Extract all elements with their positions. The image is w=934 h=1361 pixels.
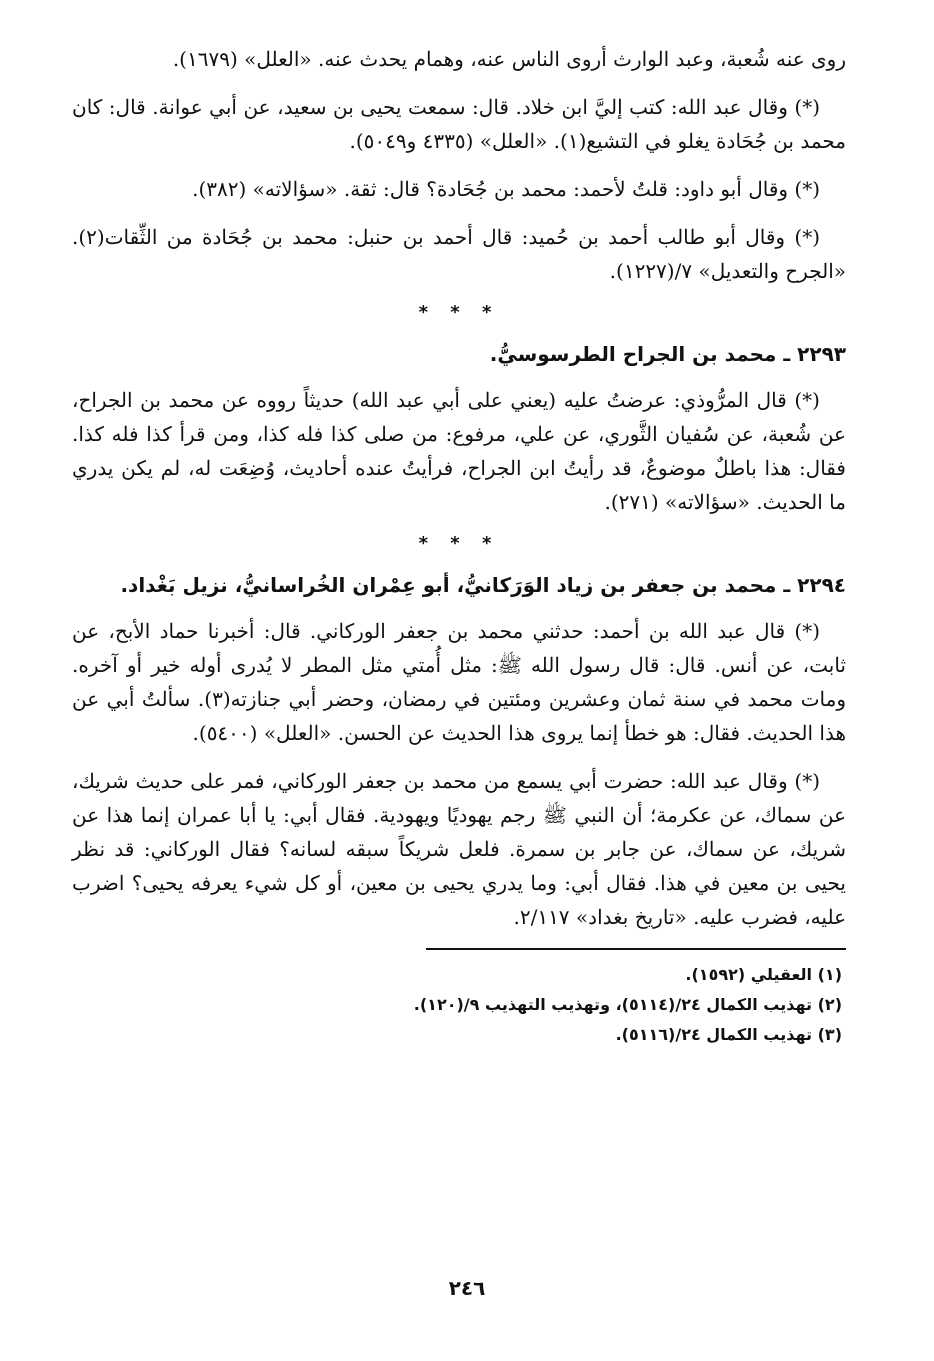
page-number: ٢٤٦ <box>448 1276 486 1300</box>
entry-text-2294-a: (*) قال عبد الله بن أحمد: حدثني محمد بن جعفر الوركاني. قال: أخبرنا حماد الأبح، عن ثابت، عن أنس. قال: قال رسول الله ﷺ: مثل أُمتي مثل المطر لا يُدرى أوله خير أو آخره. ومات محمد في سنة ثمان وعشرين ومئتين في رمضان، وحضر أبي جنازته(٣). سألتُ أبي عن هذا الحديث. فقال: هو خطأ إنما يروى هذا الحديث عن الحسن. «العلل» (٥٤٠٠). <box>72 619 846 745</box>
entry-title-2294: ٢٢٩٤ ـ محمد بن جعفر بن زياد الوَرَكانيُّ، أبو عِمْران الخُراسانيُّ، نزيل بَغْداد. <box>120 573 846 597</box>
paragraph-abu-talib: (*) وقال أبو طالب أحمد بن حُميد: قال أحمد بن حنبل: محمد بن جُحَادة من الثِّقات(٢). «الجرح والتعديل» ٧/(١٢٢٧). <box>72 225 846 283</box>
section-separator: * * * <box>418 302 500 323</box>
entry-title-2293: ٢٢٩٣ ـ محمد بن الجراح الطرسوسيُّ. <box>489 342 846 366</box>
paragraph-abu-dawud: (*) وقال أبو داود: قلتُ لأحمد: محمد بن جُحَادة؟ قال: ثقة. «سؤالاته» (٣٨٢). <box>192 177 820 201</box>
section-separator: * * * <box>418 533 500 554</box>
paragraph-ibn-khallad: (*) وقال عبد الله: كتب إليَّ ابن خلاد. قال: سمعت يحيى بن سعيد، عن أبي عوانة. قال: كان محمد بن جُحَادة يغلو في التشيع(١). «العلل» (٤٣٣٥ و٥٠٤٩). <box>72 95 846 153</box>
footnotes <box>72 960 846 1050</box>
footnote-2: (٢) تهذيب الكمال ٢٤/(٥١١٤)، وتهذيب التهذيب ٩/(١٢٠). <box>413 995 842 1014</box>
footnote-divider <box>426 948 846 950</box>
footnote-1: (١) العقيلي (١٥٩٢). <box>685 965 842 984</box>
paragraph-continuation: روى عنه شُعبة، وعبد الوارث أروى الناس عنه، وهمام يحدث عنه. «العلل» (١٦٧٩). <box>172 47 846 71</box>
entry-text-2293: (*) قال المرُّوذي: عرضتُ عليه (يعني على أبي عبد الله) حديثاً رووه عن محمد بن الجراح، عن شُعبة، عن سُفيان الثَّوري، عن علي، مرفوع: من صلى كذا فله كذا، ومن قرأ كذا فله كذا. فقال: هذا باطلٌ موضوعٌ، قد رأيتُ ابن الجراح، فرأيتُ عنده أحاديث، وُضِعَت له، لم يكن يدري ما الحديث. «سؤالاته» (٢٧١). <box>72 388 846 514</box>
entry-text-2294-b: (*) وقال عبد الله: حضرت أبي يسمع من محمد بن جعفر الوركاني، فمر على حديث شريك، عن سماك، عن عكرمة؛ أن النبي ﷺ رجم يهوديًا ويهودية. فقال أبي: يا أبا عمران إنما هذا عن شريك، عن سماك، عن جابر بن سمرة. فلعل شريكاً سبقه لسانه؟ فقال الوركاني: قد نظر يحيى بن معين في هذا. فقال أبي: وما يدري يحيى بن معين، أو كل شيء يعرفه يحيى؟ اضرب عليه، فضرب عليه. «تاريخ بغداد» ٢/١١٧. <box>72 769 847 929</box>
footnote-3: (٣) تهذيب الكمال ٢٤/(٥١١٦). <box>615 1025 842 1044</box>
